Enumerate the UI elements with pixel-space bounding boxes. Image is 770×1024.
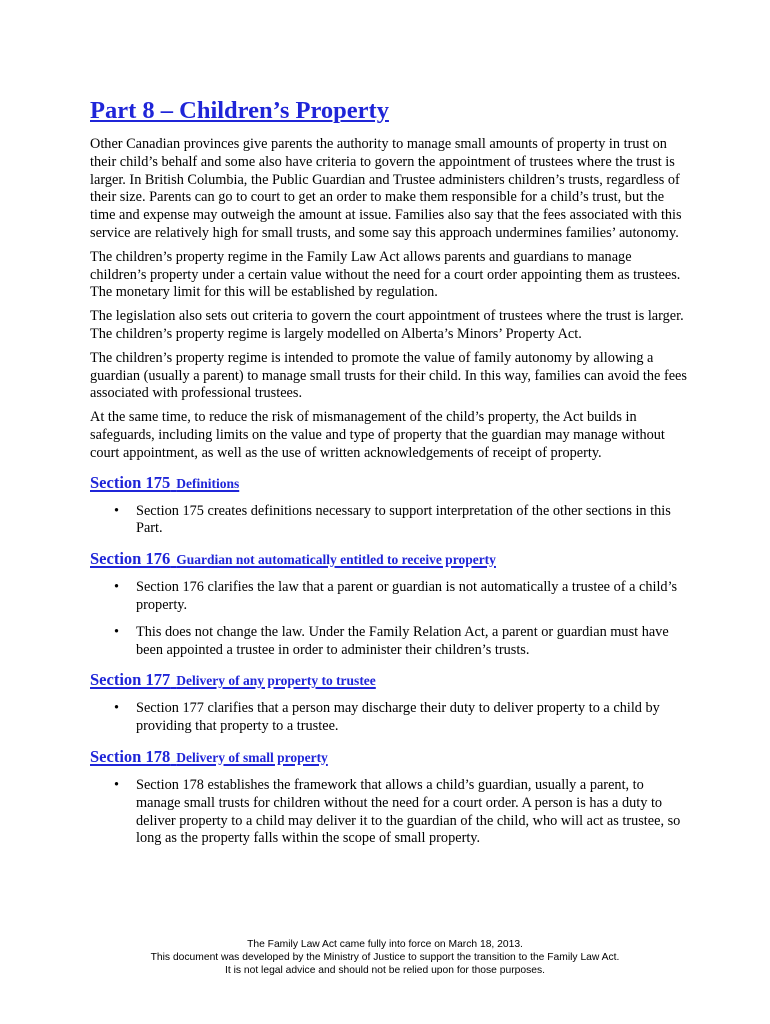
bullet-icon: • [114, 776, 120, 793]
section-number: Section 177 [90, 670, 171, 690]
section-number: Section 178 [90, 746, 171, 766]
footer-line: This document was developed by the Ministry of Justice to support the transition to the Family Law Act. [150, 952, 620, 963]
list-item-text: Section 177 clarifies that a person may discharge their duty to deliver property to a child by providing that property to a trustee. [136, 700, 660, 735]
page-title: Part 8 – Children’s Property [90, 97, 389, 124]
section-title: Delivery of any property to trustee [176, 673, 376, 689]
paragraph: The children’s property regime is intended to promote the value of family autonomy by allowing a guardian (usually a parent) to manage small trusts for their child. In this way, families can avoid the fees associated with professional trustees. [90, 349, 687, 402]
bullet-icon: • [114, 700, 120, 717]
paragraph: Other Canadian provinces give parents the authority to manage small amounts of property in trust on their child’s behalf and some also have criteria to govern the appointment of trustees where the trust is larger. In British Columbia, the Public Guardian and Trustee administers children’s trusts, regardless of their size. Parents can go to court to get an order to make them responsible for a child’s trust, but the time and expense may outweigh the amount at issue. Families also say that the fees associated with this service are relatively high for small trusts, and some say this approach undermines families’ autonomy. [90, 136, 682, 241]
section-heading-175 [90, 471, 690, 494]
list-item-text: Section 175 creates definitions necessary to support interpretation of the other sections in this Part. [136, 502, 671, 537]
bullet-list [90, 777, 690, 848]
footer-line: The Family Law Act came fully into force on March 18, 2013. [247, 939, 523, 950]
bullet-list [90, 700, 690, 736]
paragraph: The children’s property regime in the Family Law Act allows parents and guardians to manage children’s property under a certain value without the need for a court order appointing them as trustees. The monetary limit for this will be established by regulation. [90, 248, 681, 301]
section-title: Delivery of small property [176, 749, 328, 765]
footer-line: It is not legal advice and should not be relied upon for those purposes. [225, 965, 545, 976]
section-heading-176 [90, 547, 690, 570]
bullet-list [90, 503, 690, 539]
list-item [90, 700, 690, 736]
list-item [90, 777, 690, 848]
list-item [90, 503, 690, 539]
bullet-icon: • [114, 623, 120, 640]
list-item-text: Section 176 clarifies the law that a parent or guardian is not automatically a trustee of a child’s property. [136, 579, 678, 613]
list-item-text: Section 178 establishes the framework that allows a child’s guardian, usually a parent, to manage small trusts for children without the need for a court order. A person is has a duty to deliver property to a child may deliver it to the guardian of the child, who will act as trustee, so long as the property falls within the scope of small property. [136, 776, 681, 847]
list-item-text: This does not change the law. Under the Family Relation Act, a parent or guardian must have been appointed a trustee in order to administer their children’s trusts. [136, 623, 669, 658]
paragraph: At the same time, to reduce the risk of mismanagement of the child’s property, the Act builds in safeguards, including limits on the value and type of property that the guardian may manage without court appointment, as well as the use of written acknowledgements of receipt of property. [90, 409, 665, 461]
section-heading-177 [90, 668, 690, 691]
section-heading-178 [90, 745, 690, 768]
section-title: Guardian not automatically entitled to receive property [176, 552, 496, 568]
bullet-icon: • [114, 579, 120, 596]
document-page [90, 96, 690, 857]
list-item [90, 624, 690, 660]
bullet-icon: • [114, 502, 120, 519]
bullet-list [90, 579, 690, 659]
section-number: Section 175 [90, 472, 171, 492]
paragraph: The legislation also sets out criteria to govern the court appointment of trustees where the trust is larger. The children’s property regime is largely modelled on Alberta’s Minors’ Property Act. [90, 308, 684, 342]
list-item [90, 579, 690, 615]
page-footer [0, 938, 770, 977]
section-title: Definitions [176, 475, 240, 491]
section-number: Section 176 [90, 549, 171, 569]
